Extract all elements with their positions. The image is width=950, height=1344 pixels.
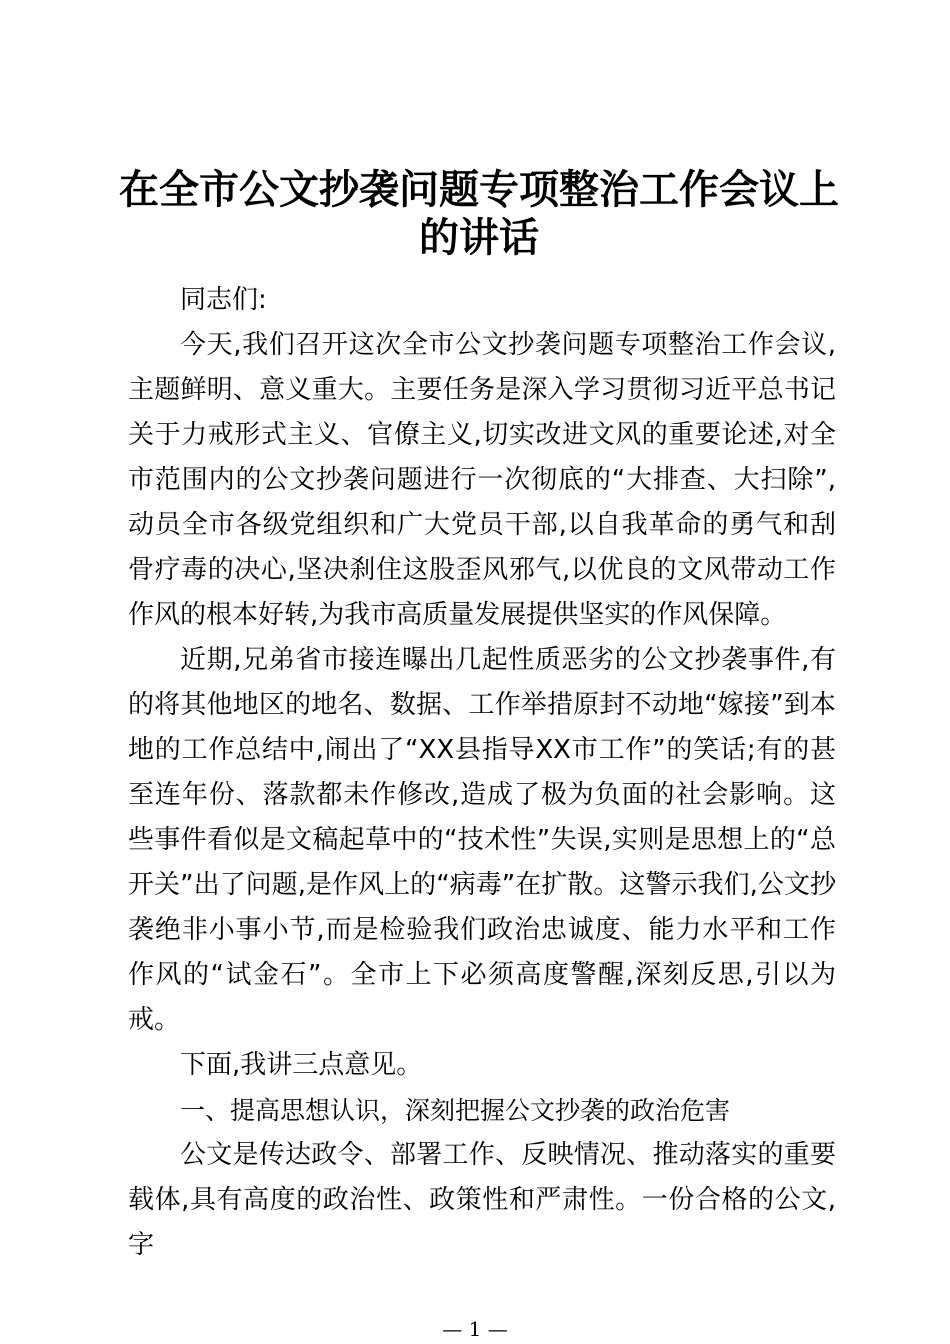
paragraph-incidents: 近期,兄弟省市接连曝出几起性质恶劣的公文抄袭事件,有的将其他地区的地名、数据、工作举措原封不动地“嫁接”到本地的工作总结中,闹出了“XX县指导XX市工作”的笑话;有的甚至连年份、落款都未作修改,造成了极为负面的社会影响。这些事件看似是文稿起草中的“技术性”失误,实则是思想上的“总开关”出了问题,是作风上的“病毒”在扩散。这警示我们,公文抄袭绝非小事小节,而是检验我们政治忠诚度、能力水平和工作作风的“试金石”。全市上下必须高度警醒,深刻反思,引以为戒。 [128, 645, 836, 1035]
paragraph-opening: 今天,我们召开这次全市公文抄袭问题专项整治工作会议,主题鲜明、意义重大。主要任务是深入学习贯彻习近平总书记关于力戒形式主义、官僚主义,切实改进文风的重要论述,对全市范围内的公文抄袭问题进行一次彻底的“大排查、大扫除”,动员全市各级党组织和广大党员干部,以自我革命的勇气和刮骨疗毒的决心,坚决刹住这股歪风邪气,以优良的文风带动工作作风的根本好转,为我市高质量发展提供坚实的作风保障。 [128, 330, 836, 630]
document-title: 在全市公文抄袭问题专项整治工作会议上的讲话 [119, 166, 839, 261]
document-body [128, 278, 836, 1268]
section-heading-1: 一、提高思想认识，深刻把握公文抄袭的政治危害 [180, 1096, 731, 1125]
paragraph-section-1: 公文是传达政令、部署工作、反映情况、推动落实的重要载体,具有高度的政治性、政策性和严肃性。一份合格的公文,字 [128, 1140, 836, 1260]
salutation: 同志们: [180, 285, 267, 315]
paragraph-three-points: 下面,我讲三点意见。 [180, 1050, 423, 1080]
page-number: — 1 — [442, 1317, 508, 1341]
